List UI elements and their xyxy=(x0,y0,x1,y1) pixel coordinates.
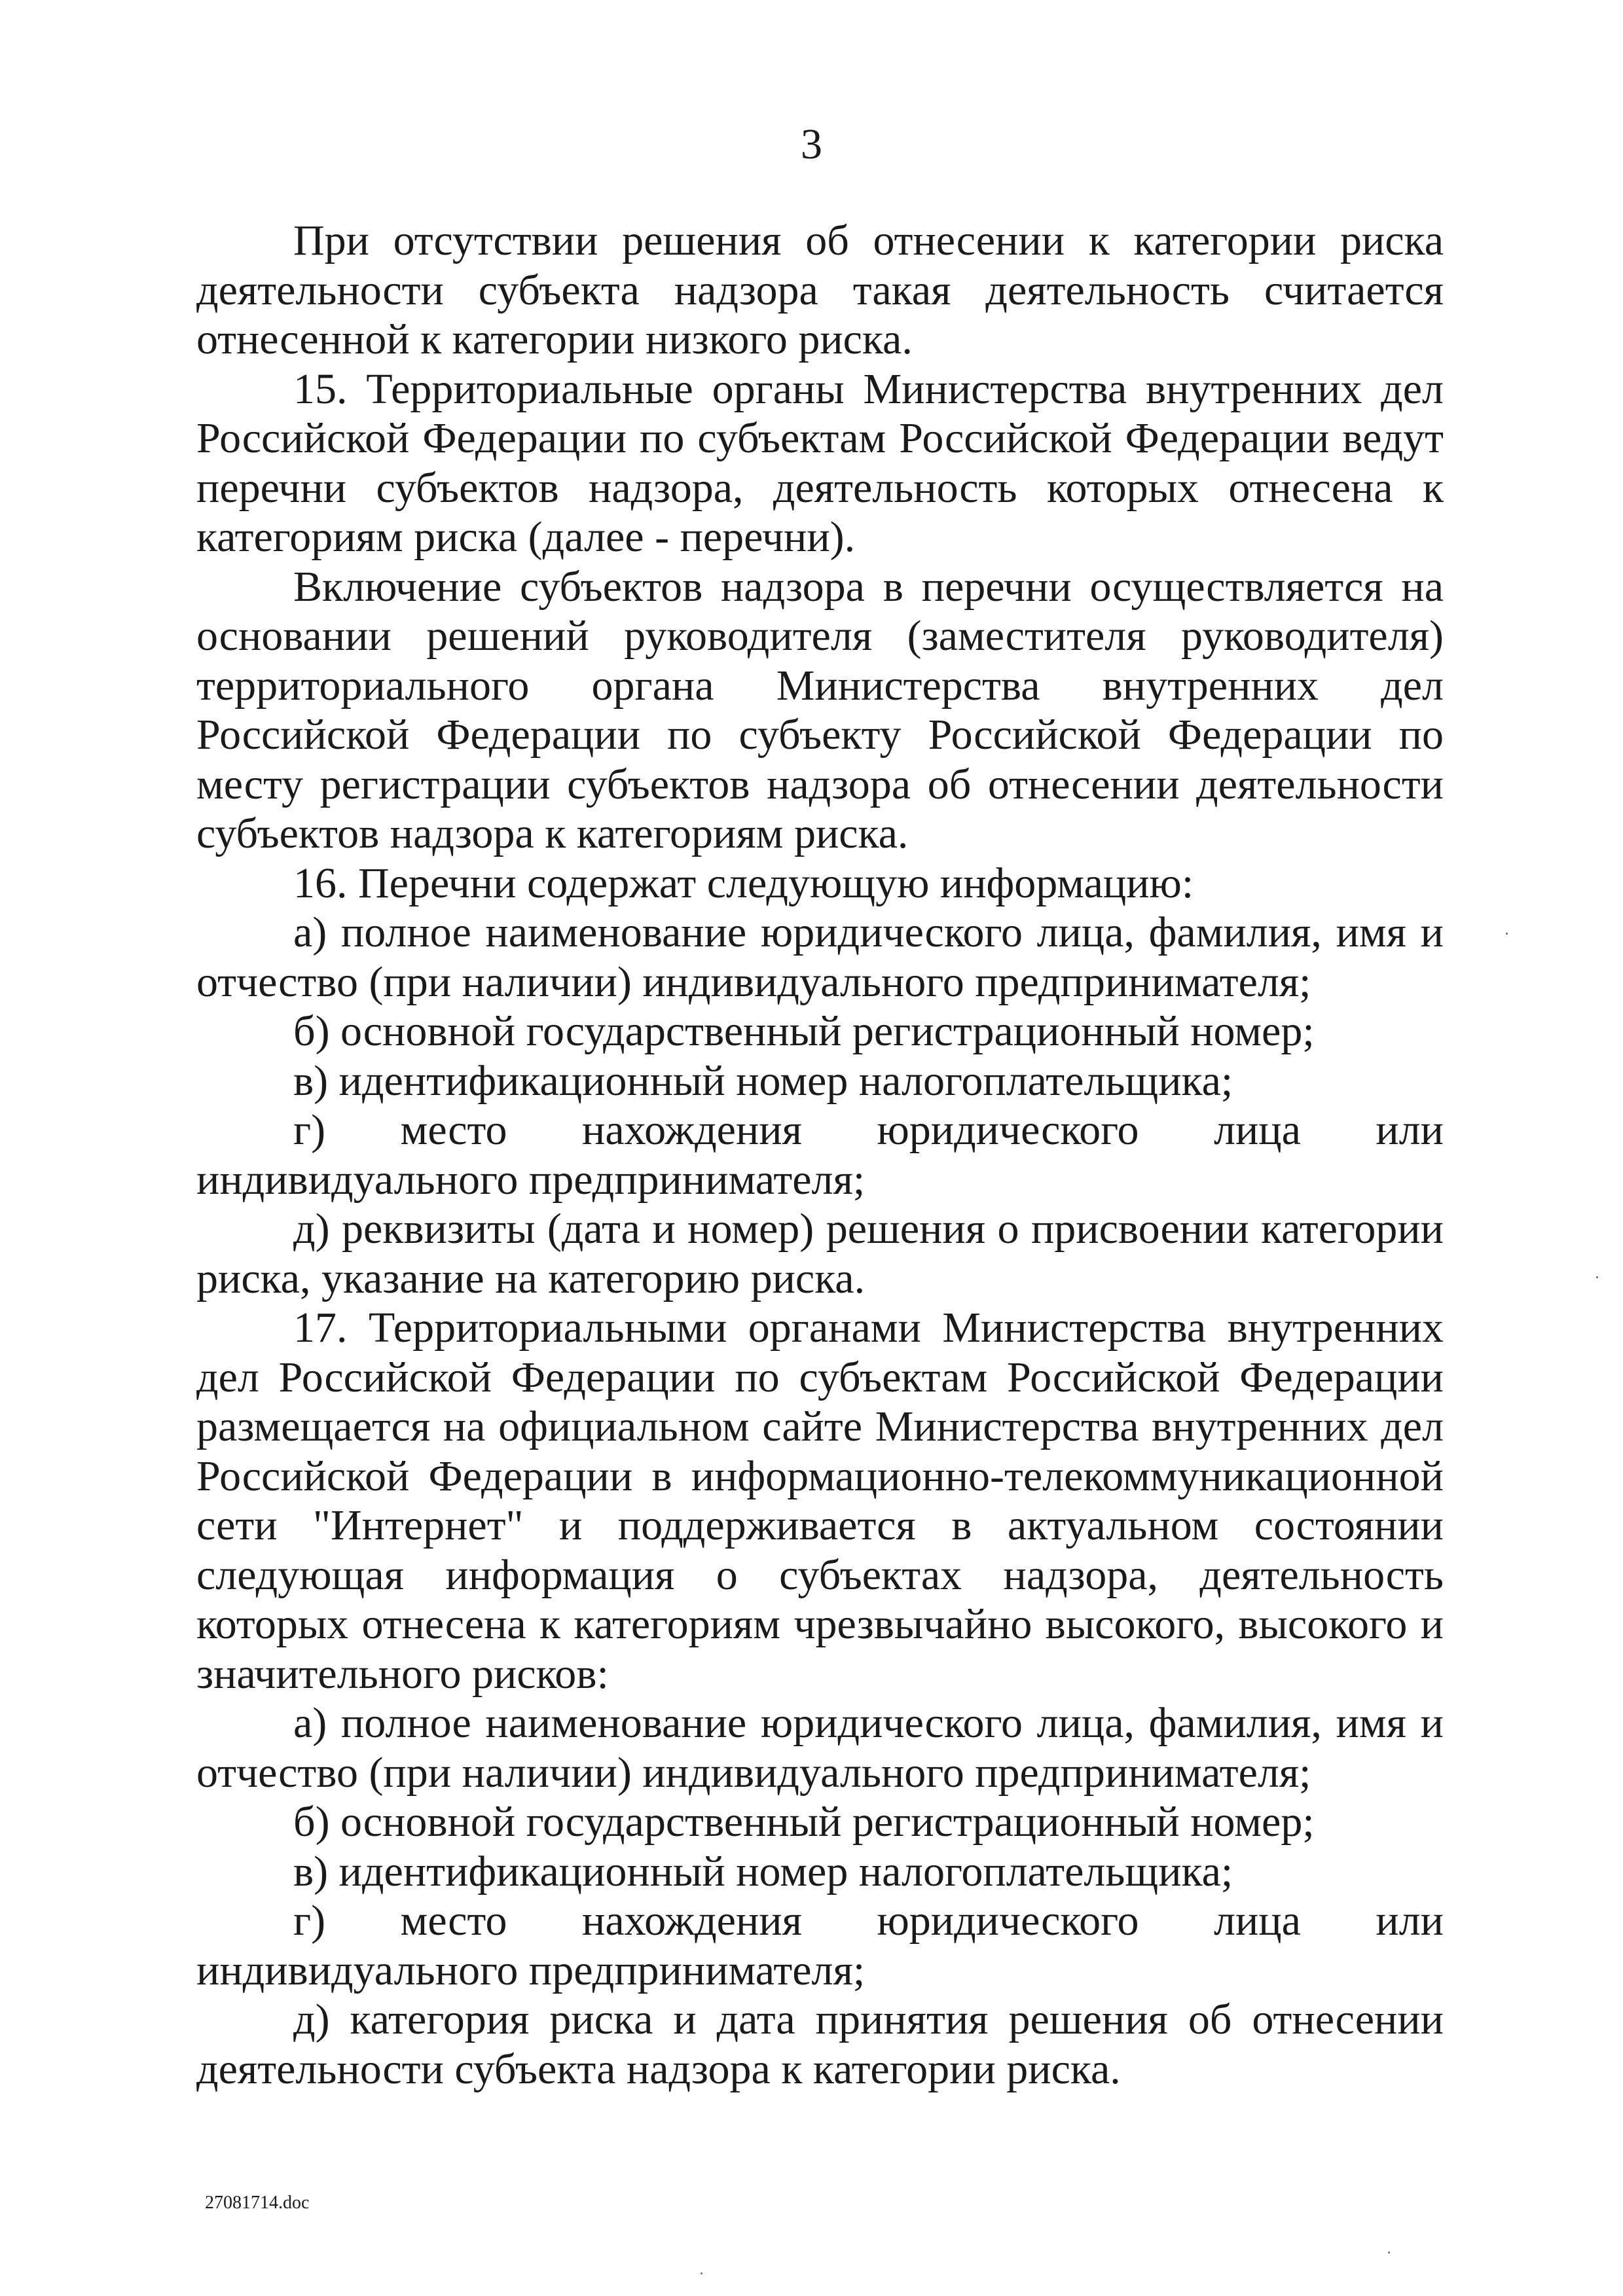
list-item: г) место нахождения юридического лица или индивидуального предпринимателя; xyxy=(196,1897,1444,1994)
list-item: а) полное наименование юридического лица, фамилия, имя и отчество (при наличии) индивидуального предпринимателя; xyxy=(196,1699,1444,1797)
paragraph: 17. Территориальными органами Министерства внутренних дел Российской Федерации по субъектам Российской Федерации размещается на официальном сайте Министерства внутренних дел Российской Федерации в информационно-телекоммуникационной сети "Интернет" и поддерживается в актуальном состоянии следующая информация о субъектах надзора, деятельность которых отнесена к категориям чрезвычайно высокого, высокого и значительного рисков: xyxy=(196,1304,1444,1698)
body-text xyxy=(196,216,1444,2094)
list-item: г) место нахождения юридического лица или индивидуального предпринимателя; xyxy=(196,1106,1444,1204)
scan-speck xyxy=(1506,933,1508,935)
document-code: 27081714.doc xyxy=(205,2193,310,2213)
paragraph: Включение субъектов надзора в перечни осуществляется на основании решений руководителя (заместителя руководителя) территориального органа Министерства внутренних дел Российской Федерации по субъекту Российской Федерации по месту регистрации субъектов надзора об отнесении деятельности субъектов надзора к категориям риска. xyxy=(196,562,1444,857)
paragraph: 16. Перечни содержат следующую информацию: xyxy=(293,859,1194,907)
list-item: а) полное наименование юридического лица, фамилия, имя и отчество (при наличии) индивидуального предпринимателя; xyxy=(196,908,1444,1006)
paragraph: При отсутствии решения об отнесении к категории риска деятельности субъекта надзора такая деятельность считается отнесенной к категории низкого риска. xyxy=(196,217,1444,363)
list-item: в) идентификационный номер налогоплательщика; xyxy=(293,1056,1233,1105)
paragraph: 15. Территориальные органы Министерства внутренних дел Российской Федерации по субъектам Российской Федерации ведут перечни субъектов надзора, деятельность которых отнесена к категориям риска (далее - перечни). xyxy=(196,365,1444,561)
list-item: б) основной государственный регистрационный номер; xyxy=(293,1798,1315,1846)
scan-speck xyxy=(701,2272,702,2274)
list-item: д) реквизиты (дата и номер) решения о присвоении категории риска, указание на категорию риска. xyxy=(196,1205,1444,1302)
scan-speck xyxy=(1388,2251,1390,2253)
list-item: б) основной государственный регистрационный номер; xyxy=(293,1007,1315,1055)
list-item: д) категория риска и дата принятия решения об отнесении деятельности субъекта надзора к категории риска. xyxy=(196,1996,1444,2093)
list-item: в) идентификационный номер налогоплательщика; xyxy=(293,1847,1233,1895)
scan-speck xyxy=(1596,1276,1598,1278)
page-number: 3 xyxy=(801,120,822,168)
